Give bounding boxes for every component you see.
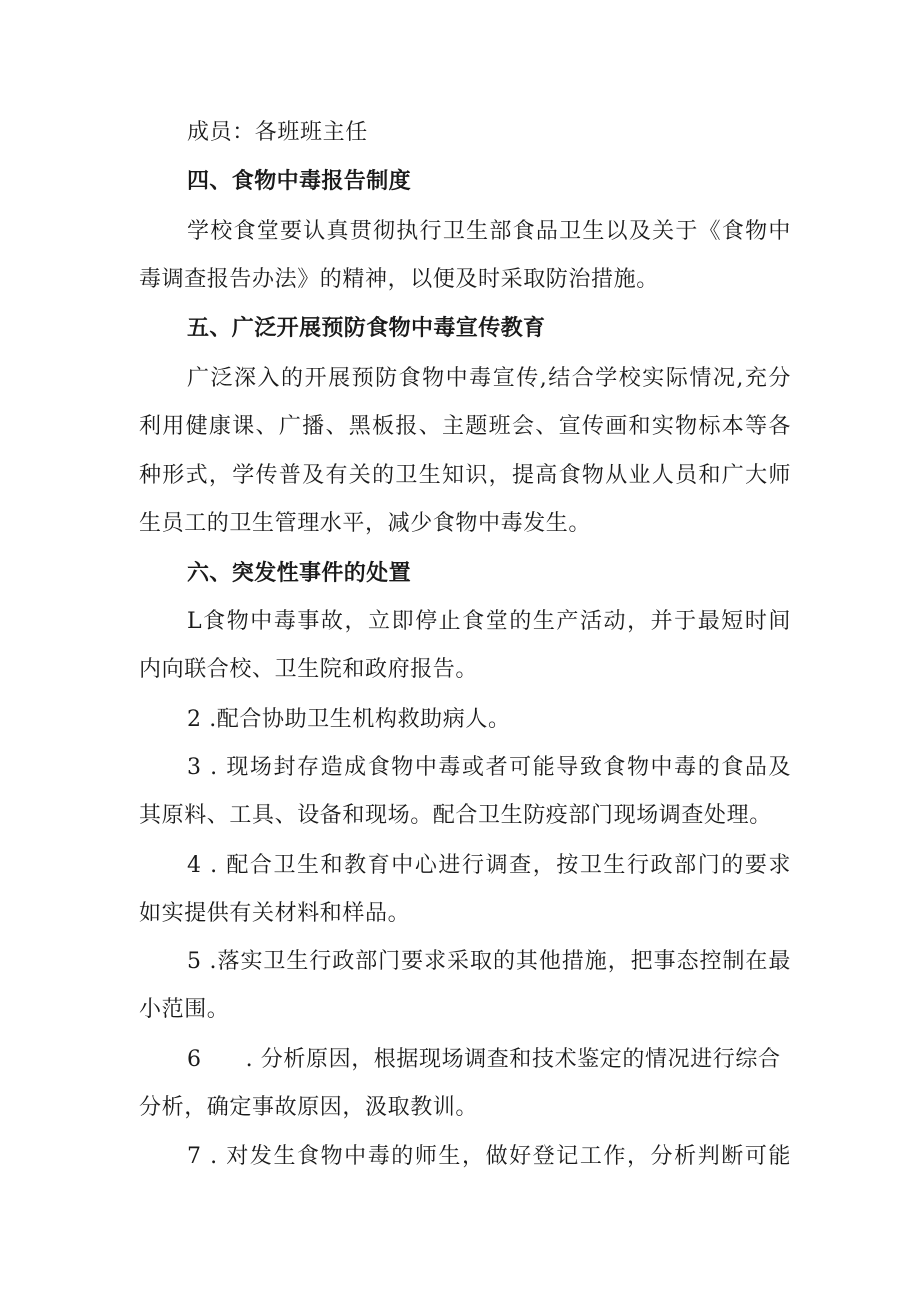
members-line: 成员：各班班主任	[187, 120, 368, 145]
item-6-line	[187, 1045, 791, 1075]
item-5-line: 小范围。	[139, 997, 230, 1022]
section-4-heading: 四、食物中毒报告制度	[187, 169, 412, 194]
item-1-line: 内向联合校、卫生院和政府报告。	[139, 657, 479, 682]
section-6-heading: 六、突发性事件的处置	[187, 561, 412, 586]
section-5-paragraph-line: 广泛深入的开展预防食物中毒宣传,结合学校实际情况,充分	[187, 366, 791, 391]
item-6-text: . 分析原因，根据现场调查和技术鉴定的情况进行综合	[245, 1047, 781, 1072]
section-4-paragraph-line: 学校食堂要认真贯彻执行卫生部食品卫生以及关于《食物中	[187, 219, 791, 244]
item-1-line: L食物中毒事故，立即停止食堂的生产活动，并于最短时间	[187, 609, 791, 634]
item-6-line: 分析，确定事故原因，汲取教训。	[139, 1095, 479, 1120]
section-5-paragraph-line: 生员工的卫生管理水平，减少食物中毒发生。	[139, 511, 592, 536]
section-4-paragraph-line: 毒调查报告办法》的精神，以便及时采取防治措施。	[139, 267, 659, 292]
item-3-line: 3 . 现场封存造成食物中毒或者可能导致食物中毒的食品及	[187, 755, 791, 780]
item-6-number: 6	[187, 1047, 202, 1072]
section-5-paragraph-line: 利用健康课、广播、黑板报、主题班会、宣传画和实物标本等各	[139, 414, 791, 439]
section-5-heading: 五、广泛开展预防食物中毒宣传教育	[187, 316, 546, 341]
item-4-line: 4 . 配合卫生和教育中心进行调查，按卫生行政部门的要求	[187, 853, 791, 878]
item-5-line: 5 .落实卫生行政部门要求采取的其他措施，把事态控制在最	[187, 949, 791, 974]
item-4-line: 如实提供有关材料和样品。	[139, 901, 411, 926]
section-5-paragraph-line: 种形式，学传普及有关的卫生知识，提高食物从业人员和广大师	[139, 463, 791, 488]
item-2-line: 2 .配合协助卫生机构救助病人。	[187, 707, 511, 732]
item-7-line: 7 . 对发生食物中毒的师生，做好登记工作，分析判断可能	[187, 1144, 791, 1169]
item-3-line: 其原料、工具、设备和现场。配合卫生防疫部门现场调查处理。	[139, 803, 772, 828]
